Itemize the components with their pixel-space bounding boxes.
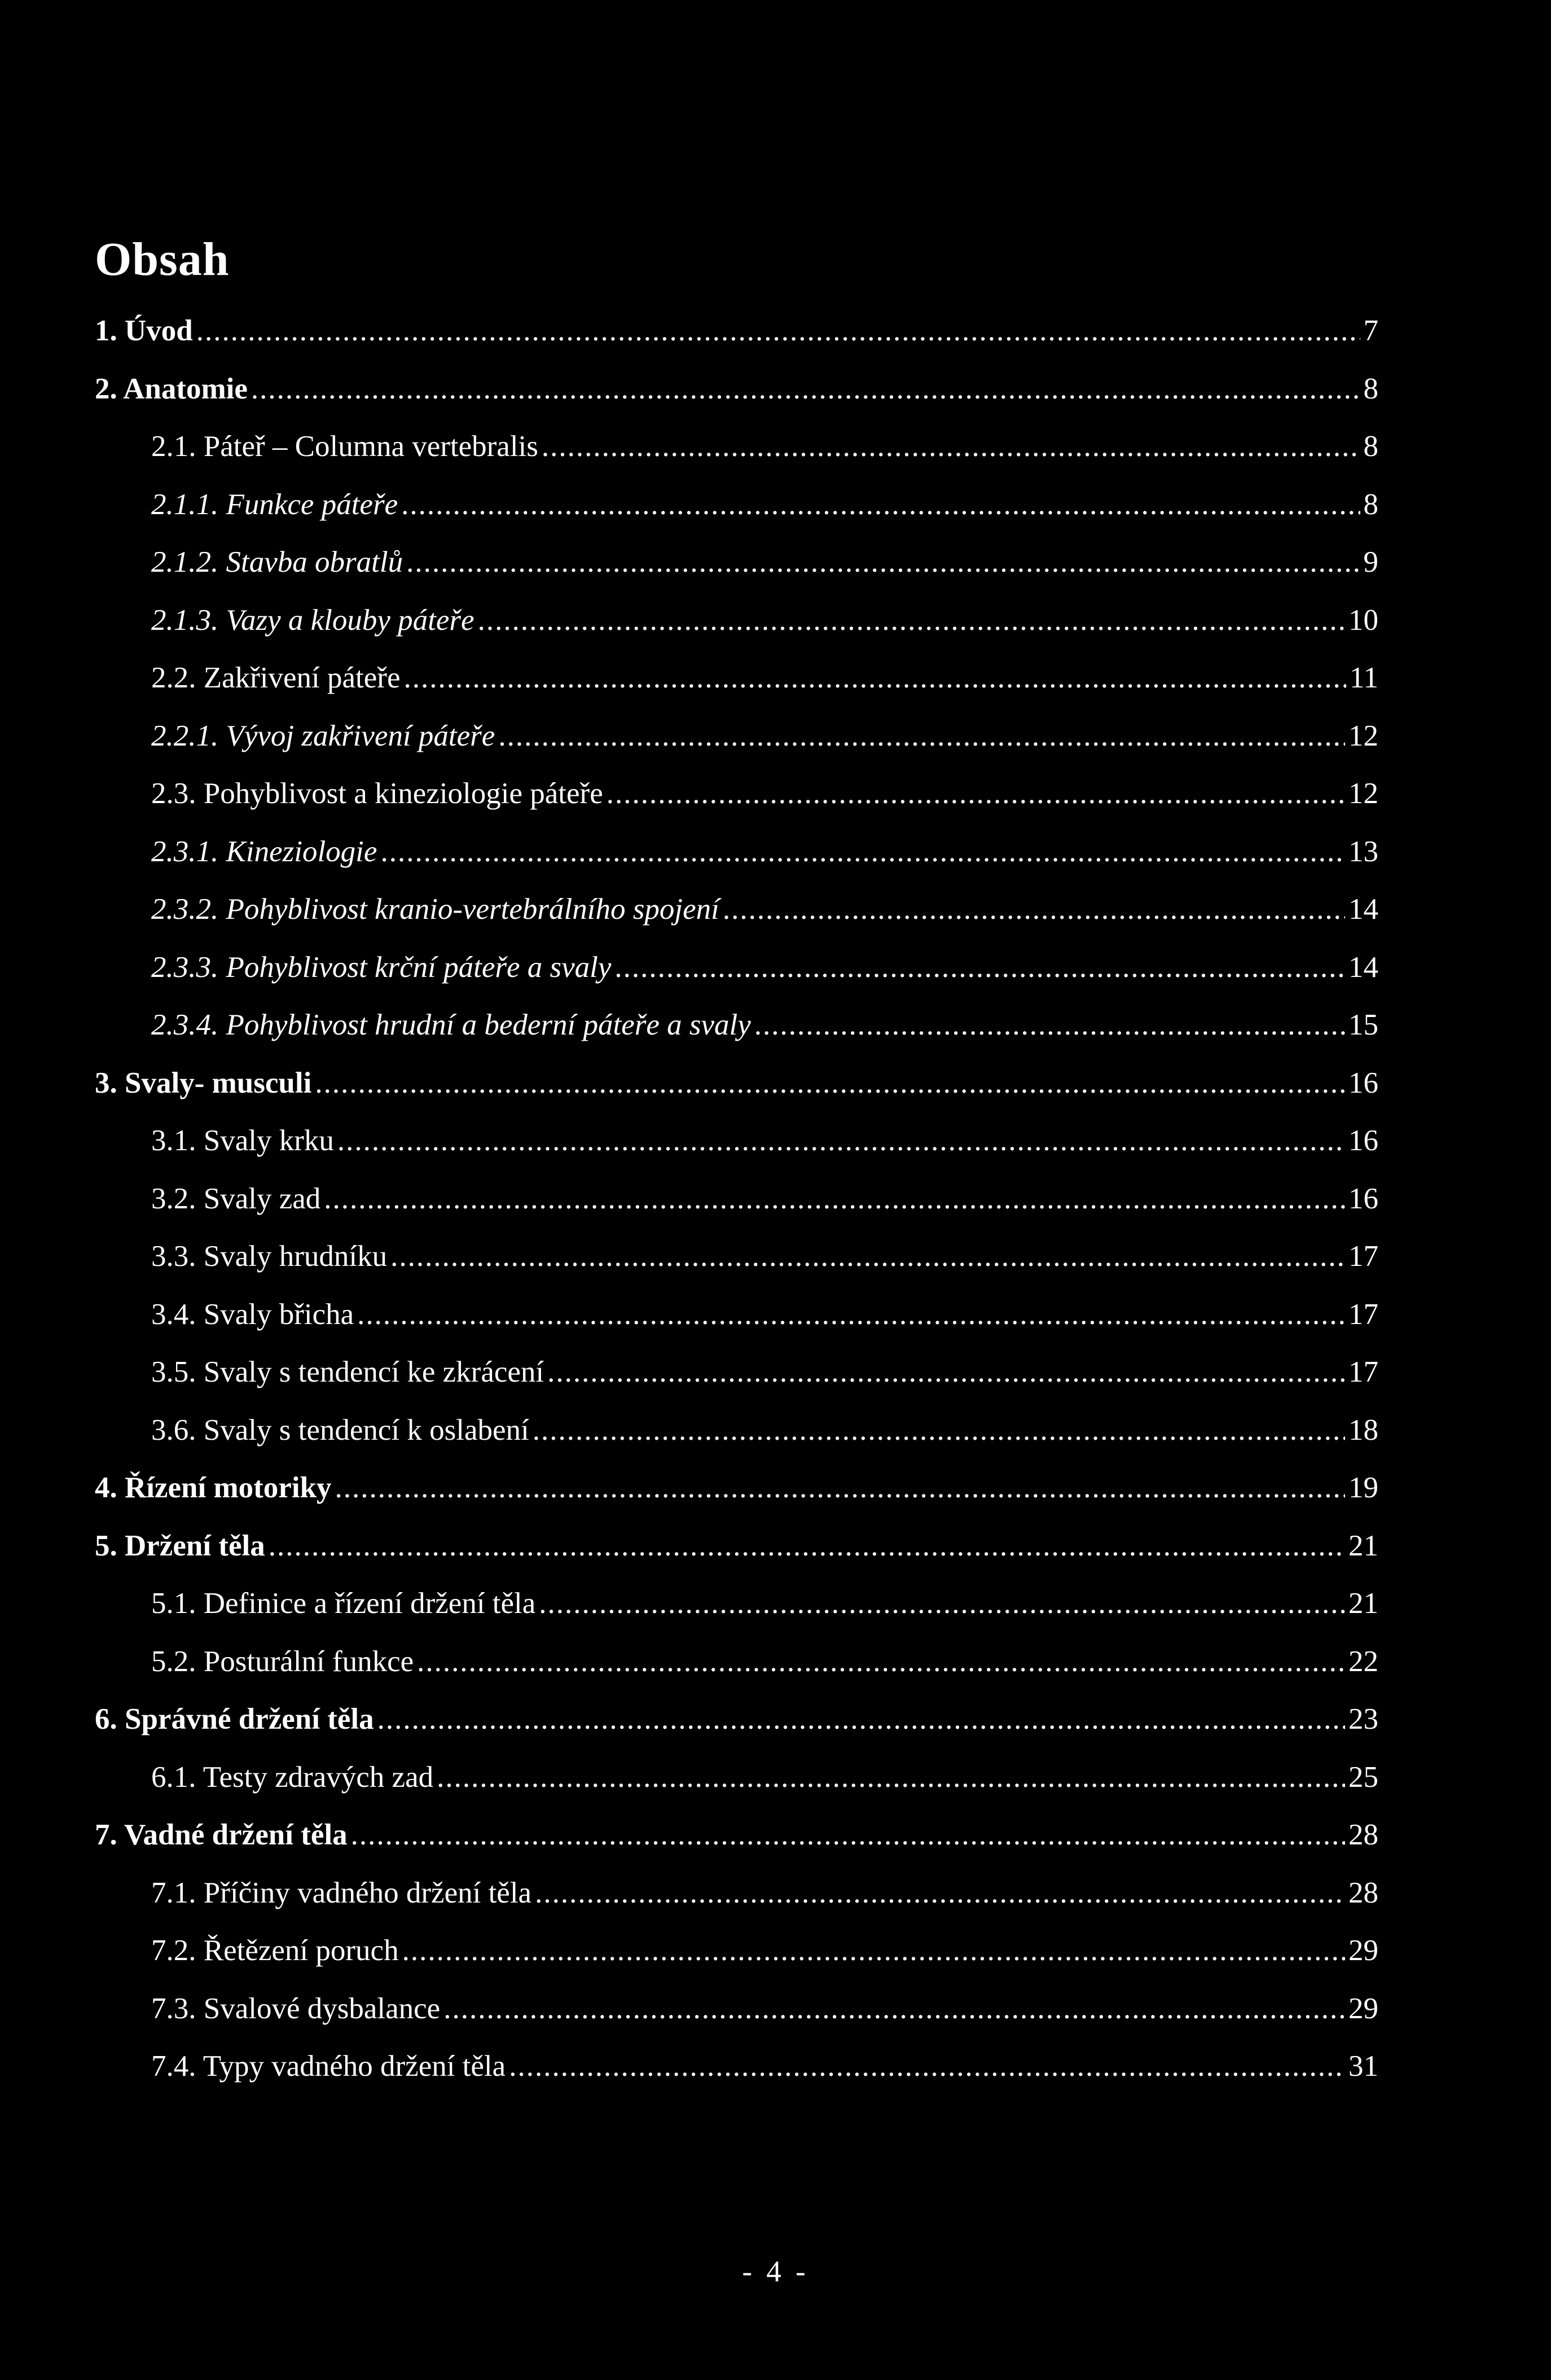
toc-entry-page-number: 21: [1348, 1587, 1378, 1620]
toc-entry-label: 2.3.4. Pohyblivost hrudní a bederní páteře a svaly: [151, 1009, 751, 1041]
toc-entry-page-number: 22: [1348, 1645, 1378, 1678]
toc-entry: [95, 1184, 1378, 1242]
toc-entry-label: 3.1. Svaly krku: [151, 1124, 334, 1157]
toc-entry-label: 7.3. Svalové dysbalance: [151, 1992, 441, 2025]
toc-entry: [95, 950, 1378, 1011]
toc-entry-label: 7.1. Příčiny vadného držení těla: [151, 1876, 532, 1909]
toc-dot-leader: [535, 1878, 1345, 1908]
toc-entry: [95, 1994, 1378, 2052]
toc-entry: [95, 1760, 1378, 1821]
toc-entry-label: 2.2. Zakřivení páteře: [151, 661, 401, 694]
toc-entry: [95, 1473, 1378, 1531]
toc-entry: [95, 1589, 1378, 1647]
toc-entry: [95, 721, 1378, 779]
toc-dot-leader: [607, 779, 1345, 809]
toc-dot-leader: [335, 1473, 1345, 1503]
toc-entry-label: 6. Správné držení těla: [95, 1703, 374, 1735]
toc-entry-label: 2.1.1. Funkce páteře: [151, 488, 398, 521]
toc-dot-leader: [403, 663, 1346, 693]
toc-entry-page-number: 8: [1363, 430, 1378, 463]
toc-entry-label: 4. Řízení motoriky: [95, 1471, 332, 1504]
toc-dot-leader: [547, 1357, 1345, 1387]
toc-entry-page-number: 8: [1363, 372, 1378, 405]
toc-entry: [95, 1936, 1378, 1994]
toc-dot-leader: [614, 953, 1345, 983]
toc-dot-leader: [498, 721, 1345, 751]
toc-dot-leader: [324, 1184, 1345, 1214]
toc-entry-label: 2.3. Pohyblivost a kineziologie páteře: [151, 777, 603, 810]
toc-entry: [95, 374, 1378, 432]
toc-entry-page-number: 15: [1348, 1009, 1378, 1041]
toc-entry-page-number: 17: [1348, 1356, 1378, 1388]
toc-entry: [95, 1242, 1378, 1300]
toc-entry-page-number: 11: [1349, 661, 1378, 694]
toc-entry-label: 2.1.3. Vazy a klouby páteře: [151, 603, 474, 637]
toc-entry-label: 7. Vadné držení těla: [95, 1818, 348, 1851]
page-number: - 4 -: [742, 2255, 809, 2288]
toc-dot-leader: [437, 1763, 1345, 1792]
toc-entry-page-number: 14: [1348, 950, 1378, 984]
toc-entry-page-number: 12: [1348, 719, 1378, 752]
toc-entry-page-number: 28: [1348, 1876, 1378, 1909]
toc-dot-leader: [401, 490, 1360, 520]
toc-entry: [95, 779, 1378, 837]
toc-entry: [95, 663, 1378, 721]
toc-dot-leader: [390, 1242, 1345, 1272]
toc-dot-leader: [754, 1010, 1345, 1040]
toc-dot-leader: [351, 1820, 1345, 1850]
toc-entry-page-number: 21: [1348, 1529, 1378, 1562]
toc-entry-page-number: 12: [1348, 777, 1378, 810]
toc-entry-label: 2.1. Páteř – Columna vertebralis: [151, 430, 538, 463]
toc-entry-page-number: 8: [1363, 488, 1378, 521]
toc-entry-label: 2.1.2. Stavba obratlů: [151, 546, 403, 578]
toc-entry-label: 2.3.1. Kineziologie: [151, 835, 377, 868]
toc-dot-leader: [443, 1994, 1345, 2024]
toc-dot-leader: [478, 606, 1345, 635]
toc-entry-page-number: 31: [1348, 2050, 1378, 2083]
toc-dot-leader: [357, 1300, 1345, 1330]
toc-entry-page-number: 25: [1348, 1760, 1378, 1794]
toc-entry-page-number: 28: [1348, 1818, 1378, 1851]
toc-entry-page-number: 29: [1348, 1992, 1378, 2025]
toc-entry: [95, 490, 1378, 548]
toc-entry-page-number: 17: [1348, 1298, 1378, 1331]
toc-dot-leader: [406, 547, 1360, 577]
toc-entry-label: 5.2. Posturální funkce: [151, 1645, 414, 1678]
toc-entry-page-number: 16: [1348, 1124, 1378, 1157]
toc-entry: [95, 1704, 1378, 1763]
toc-entry-label: 5. Držení těla: [95, 1529, 265, 1562]
toc-dot-leader: [380, 837, 1345, 867]
toc-dot-leader: [542, 432, 1360, 462]
toc-entry-label: 3.5. Svaly s tendencí ke zkrácení: [151, 1356, 544, 1388]
toc-entry-label: 7.4. Typy vadného držení těla: [151, 2050, 506, 2083]
toc-entry: [95, 1415, 1378, 1474]
page-title: Obsah: [95, 233, 230, 286]
toc-entry-label: 3.3. Svaly hrudníku: [151, 1240, 388, 1273]
toc-entry: [95, 1068, 1378, 1127]
toc-entry: [95, 2052, 1378, 2110]
toc-entry-page-number: 18: [1348, 1413, 1378, 1447]
toc-entry: [95, 316, 1378, 374]
toc-entry: [95, 1010, 1378, 1068]
toc-entry: [95, 895, 1378, 953]
toc-entry-label: 6.1. Testy zdravých zad: [151, 1760, 434, 1794]
toc-dot-leader: [337, 1126, 1345, 1156]
toc-entry: [95, 1126, 1378, 1184]
toc-dot-leader: [377, 1704, 1345, 1734]
toc-dot-leader: [509, 2052, 1345, 2081]
toc-dot-leader: [539, 1589, 1345, 1619]
toc-entry-page-number: 17: [1348, 1240, 1378, 1273]
toc-entry-page-number: 7: [1363, 314, 1378, 347]
toc-entry: [95, 1357, 1378, 1415]
toc-entry-page-number: 16: [1348, 1066, 1378, 1099]
toc-entry: [95, 1878, 1378, 1936]
toc-dot-leader: [417, 1647, 1345, 1677]
toc-entry: [95, 432, 1378, 490]
toc-entry-page-number: 14: [1348, 893, 1378, 926]
toc-entry-label: 2. Anatomie: [95, 372, 248, 405]
toc-entry-page-number: 13: [1348, 835, 1378, 868]
toc-entry-label: 2.2.1. Vývoj zakřivení páteře: [151, 719, 495, 752]
toc-entry: [95, 547, 1378, 606]
toc-dot-leader: [723, 895, 1345, 924]
toc-entry-label: 2.3.2. Pohyblivost kranio-vertebrálního spojení: [151, 893, 719, 926]
toc-entry-label: 5.1. Definice a řízení držení těla: [151, 1587, 536, 1620]
toc-entry-page-number: 9: [1363, 546, 1378, 578]
toc-entry: [95, 1820, 1378, 1878]
toc-entry-label: 7.2. Řetězení poruch: [151, 1934, 399, 1967]
toc-dot-leader: [269, 1531, 1345, 1561]
toc-entry: [95, 1531, 1378, 1589]
table-of-contents: [95, 316, 1378, 2110]
toc-entry-label: 3.2. Svaly zad: [151, 1182, 321, 1215]
toc-entry: [95, 1300, 1378, 1358]
toc-dot-leader: [402, 1936, 1345, 1966]
toc-entry-page-number: 29: [1348, 1934, 1378, 1967]
toc-entry-label: 1. Úvod: [95, 314, 193, 347]
toc-entry-page-number: 23: [1348, 1703, 1378, 1735]
toc-entry: [95, 1647, 1378, 1705]
toc-dot-leader: [315, 1068, 1345, 1098]
toc-dot-leader: [196, 316, 1360, 346]
toc-entry-page-number: 16: [1348, 1182, 1378, 1215]
toc-entry-page-number: 10: [1348, 603, 1378, 637]
toc-dot-leader: [533, 1415, 1345, 1445]
toc-entry: [95, 603, 1378, 664]
toc-entry-label: 3.4. Svaly břicha: [151, 1298, 354, 1331]
toc-entry: [95, 837, 1378, 895]
toc-entry-page-number: 19: [1348, 1471, 1378, 1504]
toc-entry-label: 3. Svaly- musculi: [95, 1066, 312, 1099]
toc-entry-label: 2.3.3. Pohyblivost krční páteře a svaly: [151, 950, 612, 984]
toc-entry-label: 3.6. Svaly s tendencí k oslabení: [151, 1413, 529, 1447]
toc-dot-leader: [251, 374, 1360, 404]
